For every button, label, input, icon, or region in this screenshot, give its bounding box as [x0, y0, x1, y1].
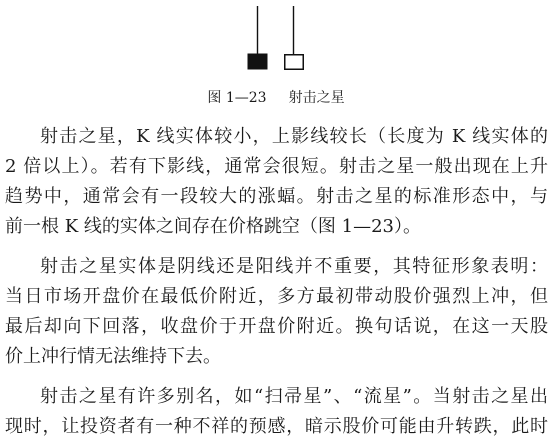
figure-label: 图 1—23	[207, 90, 267, 106]
figure-caption	[0, 88, 552, 108]
candle-body	[285, 55, 304, 70]
paragraph-line: 前一根 K 线的实体之间存在价格跳空（图 1—23）。	[5, 216, 421, 237]
paragraph-line: 2 倍以上）。若有下影线，通常会很短。射击之星一般出现在上升	[5, 156, 548, 177]
candle-body	[248, 54, 267, 69]
candlestick-figure	[0, 0, 552, 76]
black-candle	[248, 6, 267, 69]
paragraph-3	[5, 382, 548, 442]
figure-title: 射击之星	[288, 90, 345, 106]
paragraph-line: 射击之星，K 线实体较小，上影线较长（长度为 K 线实体的	[40, 126, 548, 147]
paragraph-line: 射击之星实体是阴线还是阳线并不重要，其特征形象表明：	[40, 256, 548, 277]
paragraph-line: 趋势中，通常会有一段较大的涨蝠。射击之星的标准形态中，与	[5, 186, 548, 207]
paragraph-line: 射击之星有许多别名，如“扫帚星”、“流星”。当射击之星出	[40, 386, 548, 407]
body-text	[5, 122, 548, 442]
white-candle	[285, 6, 304, 69]
paragraph-line: 最后却向下回落，收盘价于开盘价附近。换句话说，在这一天股	[5, 316, 548, 337]
paragraph-2	[5, 252, 548, 372]
paragraph-line: 当日市场开盘价在最低价附近，多方最初带动股价强烈上冲，但	[5, 286, 548, 307]
paragraph-line: 现时，让投资者有一种不祥的预感，暗示股价可能由升转跌，此时	[5, 416, 548, 437]
paragraph-1	[5, 122, 548, 242]
paragraph-line: 价上冲行情无法维持下去。	[5, 346, 221, 367]
